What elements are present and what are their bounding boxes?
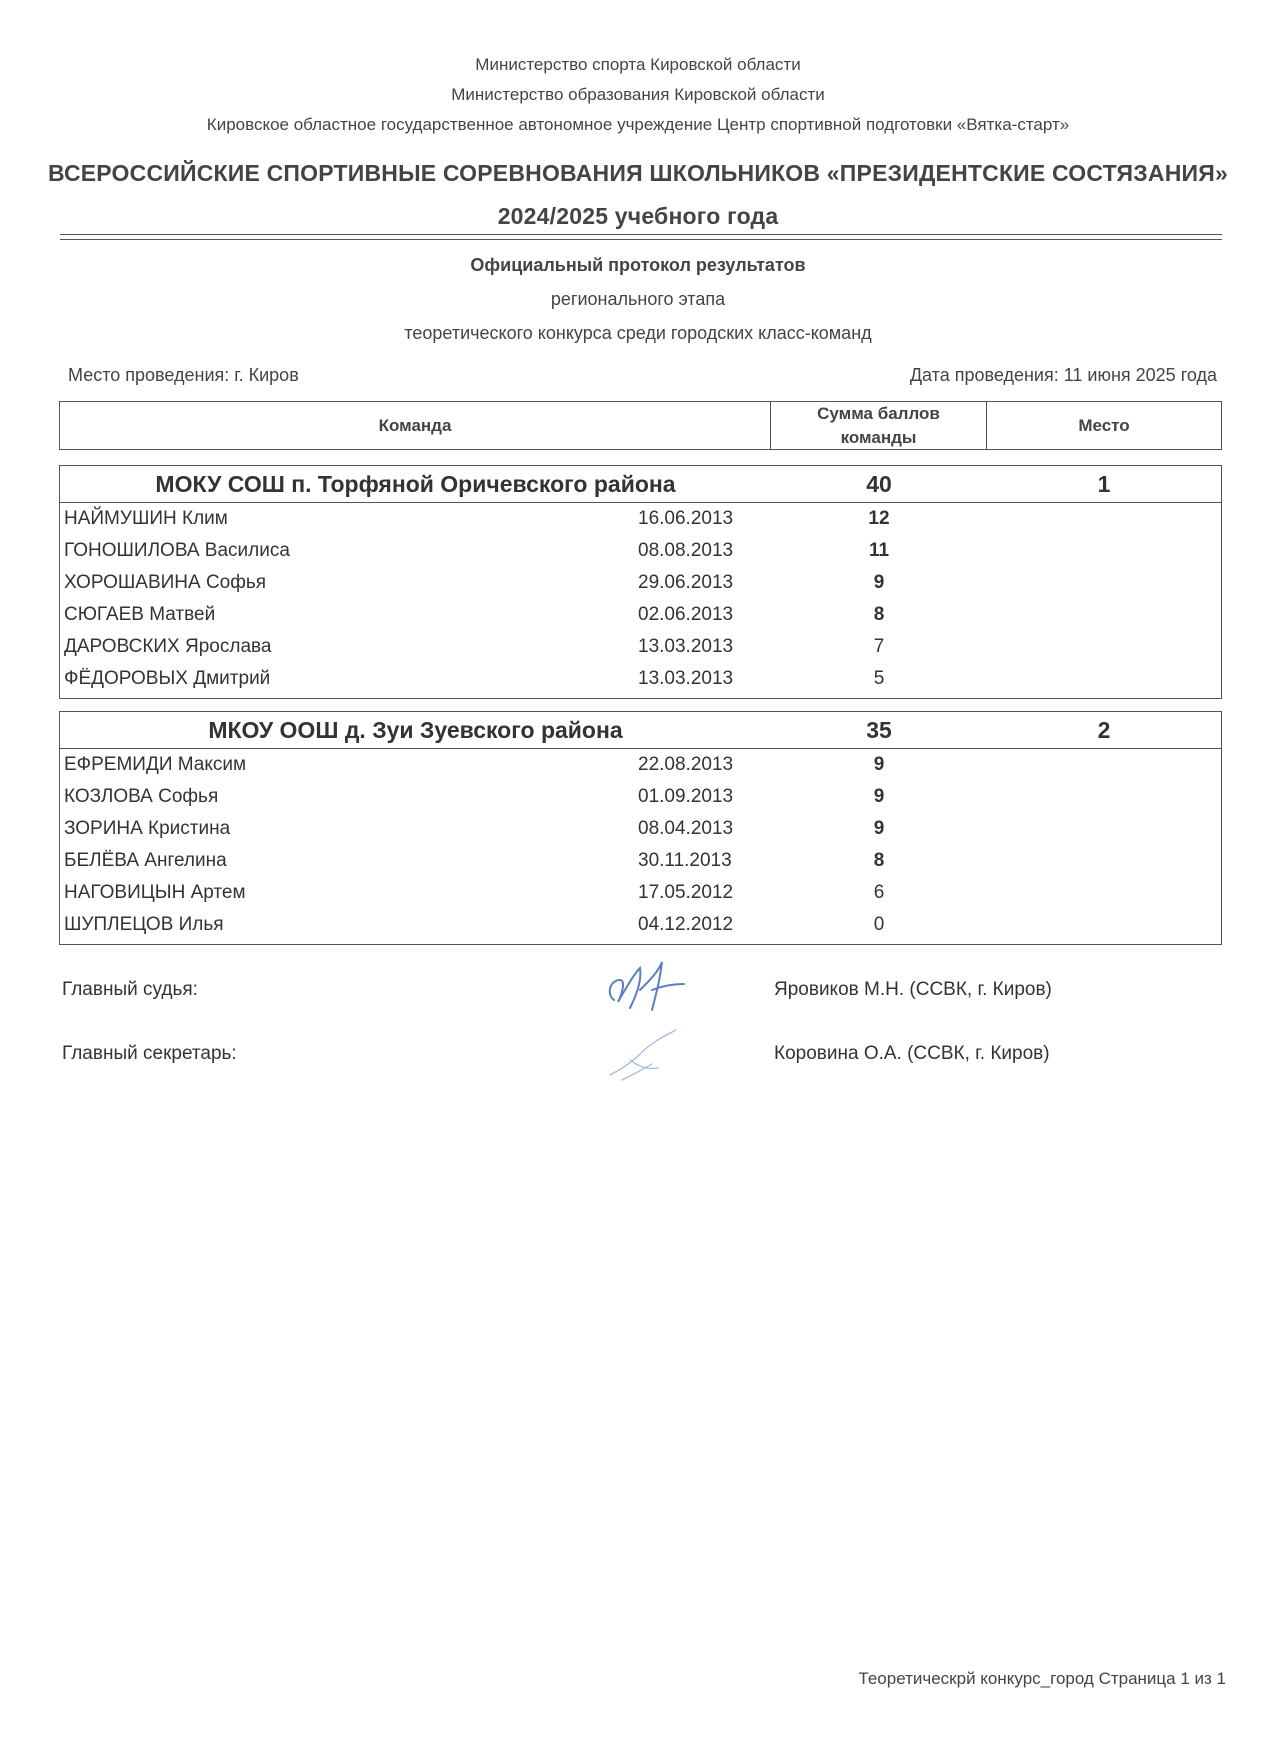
member-score: 9	[873, 818, 885, 839]
date-text: Дата проведения: 11 июня 2025 года	[909, 365, 1217, 385]
member-row	[60, 503, 1221, 535]
member-name: ДАРОВСКИХ Ярослава	[64, 636, 272, 657]
team-header-row	[60, 466, 1221, 503]
member-name: СЮГАЕВ Матвей	[64, 604, 216, 625]
member-name: ШУПЛЕЦОВ Илья	[64, 914, 224, 935]
member-score: 12	[868, 508, 890, 529]
table-header	[59, 401, 1222, 450]
member-name: ХОРОШАВИНА Софья	[64, 572, 267, 593]
member-score: 9	[873, 572, 885, 593]
member-row	[60, 909, 1221, 941]
page-footer: Теоретическрй конкурс_город Страница 1 из 1	[858, 1669, 1226, 1688]
member-dob: 22.08.2013	[638, 754, 734, 775]
team-total: 35	[866, 717, 892, 743]
protocol-contest: теоретического конкурса среди городских класс-команд	[404, 323, 872, 343]
team-block	[59, 465, 1222, 699]
member-row	[60, 781, 1221, 813]
org-line-sport-ministry: Министерство спорта Кировской области	[475, 55, 801, 74]
protocol-title: Официальный протокол результатов	[470, 255, 806, 275]
team-block	[59, 711, 1222, 945]
member-name: НАЙМУШИН Клим	[64, 508, 228, 529]
member-row	[60, 567, 1221, 599]
column-header-place: Место	[1078, 415, 1130, 435]
column-header-team: Команда	[60, 402, 771, 449]
judge-signature-icon	[600, 950, 720, 1020]
team-place: 1	[1097, 471, 1111, 497]
member-name: ФЁДОРОВЫХ Дмитрий	[64, 668, 271, 689]
member-name: ЗОРИНА Кристина	[64, 818, 231, 839]
member-dob: 08.08.2013	[638, 540, 734, 561]
member-row	[60, 813, 1221, 845]
member-dob: 17.05.2012	[638, 882, 734, 903]
member-score: 8	[873, 850, 885, 871]
team-place: 2	[1097, 717, 1111, 743]
chief-judge-label: Главный судья:	[62, 979, 198, 1000]
member-score: 9	[873, 786, 885, 807]
team-header-row	[60, 712, 1221, 749]
document-subtitle: 2024/2025 учебного года	[497, 203, 779, 229]
member-dob: 01.09.2013	[638, 786, 734, 807]
member-dob: 30.11.2013	[638, 850, 732, 871]
member-row	[60, 749, 1221, 781]
member-dob: 02.06.2013	[638, 604, 734, 625]
chief-secretary-name: Коровина О.А. (ССВК, г. Киров)	[774, 1043, 1050, 1064]
member-row	[60, 535, 1221, 567]
member-dob: 04.12.2012	[638, 914, 734, 935]
member-row	[60, 845, 1221, 877]
member-dob: 29.06.2013	[638, 572, 734, 593]
org-line-education-ministry: Министерство образования Кировской области	[451, 85, 825, 104]
member-score: 5	[873, 668, 885, 689]
member-row	[60, 631, 1221, 663]
member-dob: 08.04.2013	[638, 818, 734, 839]
team-name: МОКУ СОШ п. Торфяной Оричевского района	[155, 471, 676, 497]
member-row	[60, 599, 1221, 631]
member-score: 8	[873, 604, 885, 625]
column-header-sum-line2: команды	[840, 427, 917, 447]
team-name: МКОУ ООШ д. Зуи Зуевского района	[208, 717, 623, 743]
title-rule-top	[60, 234, 1222, 235]
chief-judge-name: Яровиков М.Н. (ССВК, г. Киров)	[774, 979, 1052, 1000]
member-name: ГОНОШИЛОВА Василиса	[64, 540, 290, 561]
member-score: 7	[873, 636, 885, 657]
member-score: 9	[873, 754, 885, 775]
member-dob: 13.03.2013	[638, 668, 734, 689]
member-name: БЕЛЁВА Ангелина	[64, 850, 227, 871]
member-score: 11	[868, 540, 890, 561]
team-total: 40	[866, 471, 892, 497]
member-score: 6	[873, 882, 885, 903]
member-name: ЕФРЕМИДИ Максим	[64, 754, 247, 775]
member-name: КОЗЛОВА Софья	[64, 786, 219, 807]
member-dob: 13.03.2013	[638, 636, 734, 657]
org-line-sport-center: Кировское областное государственное автономное учреждение Центр спортивной подготовки «Вятка-старт»	[206, 115, 1070, 134]
chief-secretary-label: Главный секретарь:	[62, 1043, 237, 1064]
secretary-signature-icon	[600, 1020, 710, 1090]
member-row	[60, 663, 1221, 695]
document-title: ВСЕРОССИЙСКИЕ СПОРТИВНЫЕ СОРЕВНОВАНИЯ ШКОЛЬНИКОВ «ПРЕЗИДЕНТСКИЕ СОСТЯЗАНИЯ»	[48, 160, 1228, 186]
member-row	[60, 877, 1221, 909]
venue-text: Место проведения: г. Киров	[68, 365, 299, 385]
column-header-sum	[771, 402, 987, 449]
member-name: НАГОВИЦЫН Артем	[64, 882, 246, 903]
member-dob: 16.06.2013	[638, 508, 734, 529]
member-score: 0	[873, 914, 885, 935]
protocol-stage: регионального этапа	[550, 289, 726, 309]
column-header-sum-line1: Сумма баллов	[817, 403, 940, 423]
title-rule-bottom	[60, 239, 1222, 240]
